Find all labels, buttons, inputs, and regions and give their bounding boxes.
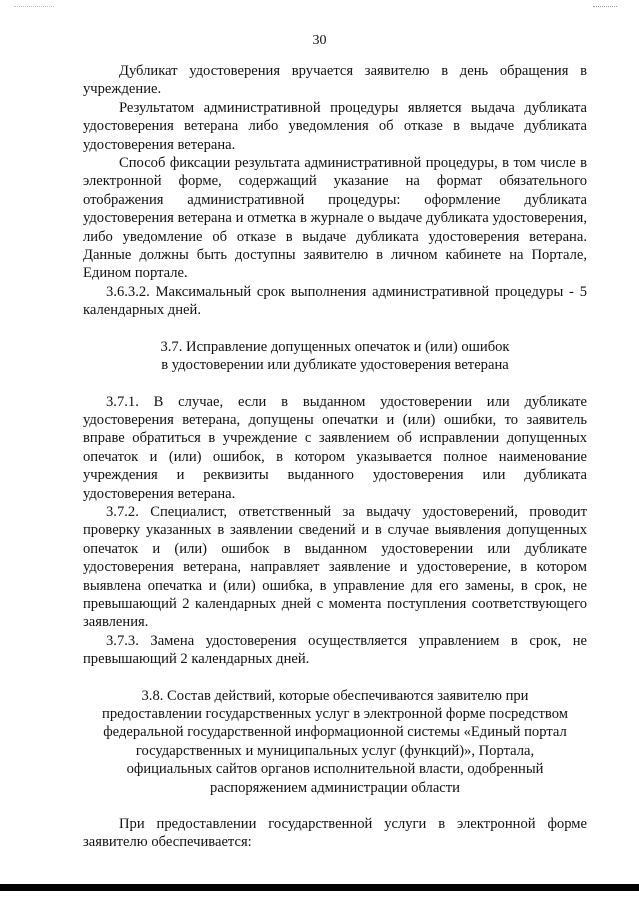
paragraph: 3.7.3. Замена удостоверения осуществляется управлением в срок, не превышающий 2 календарных дней. [83, 632, 587, 668]
scan-artifact [593, 6, 617, 11]
scan-border [0, 884, 639, 891]
heading-line: государственных и муниципальных услуг (функций)», Портала, [135, 742, 535, 759]
page-number: 30 [312, 33, 327, 48]
paragraph: 3.7.2. Специалист, ответственный за выдачу удостоверений, проводит проверку указанных в заявлении сведений и в случае выявления допущенных опечаток и (или) ошибок в выданном удостоверении или дубликате удостоверения ветерана, направляет заявление и удостоверение, в котором выявлена опечатка и (или) ошибка, в управление для его замены, в срок, не превышающий 2 календарных дней с момента поступления соответствующего заявления. [83, 503, 587, 631]
heading-line: предоставлении государственных услуг в электронной форме посредством [102, 706, 568, 722]
paragraph: 3.6.3.2. Максимальный срок выполнения административной процедуры - 5 календарных дней. [83, 283, 587, 319]
heading-line: 3.8. Состав действий, которые обеспечиваются заявителю при [141, 687, 529, 704]
scan-artifact [14, 6, 54, 10]
paragraph: Способ фиксации результата административной процедуры, в том числе в электронной форме, содержащий указание на формат обязательного отображения административной процедуры: оформление дубликата удостоверения ветерана и отметка в журнале о выдаче дубликата удостоверения, либо уведомление об отказе в выдаче дубликата удостоверения ветерана. Данные должны быть доступны заявителю в личном кабинете на Портале, Едином портале. [83, 155, 587, 282]
heading-line: федеральной государственной информационной системы «Единый портал [103, 724, 567, 741]
heading-line: 3.7. Исправление допущенных опечаток и (или) ошибок [160, 338, 510, 355]
section-heading-3-8 [83, 687, 587, 797]
heading-line: в удостоверении или дубликате удостоверения ветерана [161, 357, 509, 374]
section-heading-3-7 [83, 338, 587, 375]
heading-line: официальных сайтов органов исполнительной власти, одобренный [126, 761, 544, 778]
heading-line: распоряжением администрации области [210, 779, 460, 796]
paragraph: Результатом административной процедуры является выдача дубликата удостоверения ветерана либо уведомления об отказе в выдаче дубликата удостоверения ветерана. [83, 99, 587, 153]
paragraph: При предоставлении государственной услуги в электронной форме заявителю обеспечивается: [83, 816, 587, 851]
paragraph: 3.7.1. В случае, если в выданном удостоверении или дубликате удостоверения ветерана, допущены опечатки и (или) ошибки, то заявитель вправе обратиться в учреждение с заявлением об исправлении допущенных опечаток и (или) ошибок, в котором указывается полное наименование учреждения и реквизиты выданного удостоверения или дубликата удостоверения ветерана. [83, 393, 587, 502]
document-body [83, 62, 587, 852]
paragraph: Дубликат удостоверения вручается заявителю в день обращения в учреждение. [83, 63, 587, 98]
